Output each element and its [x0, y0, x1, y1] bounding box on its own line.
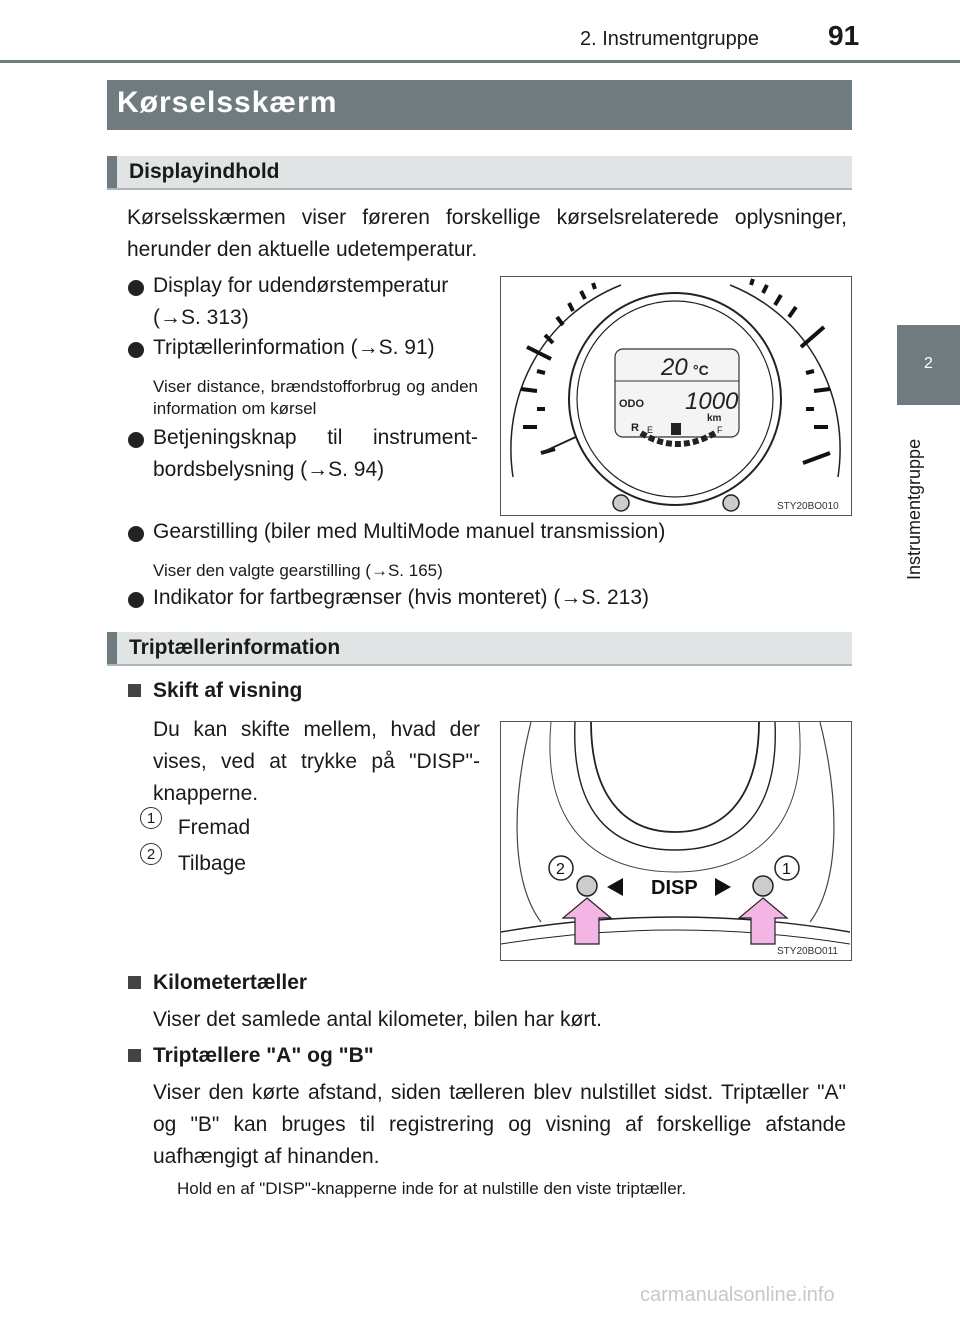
callout-2-number: 2 [556, 861, 565, 878]
instrument-cluster-illustration [501, 277, 850, 514]
topic-trip-meters: Triptællere "A" og "B" [153, 1044, 374, 1067]
chapter-side-label [904, 430, 924, 580]
topic-switch-display-text: Du kan skifte mellem, hvad der vises, ved at trykke på "DISP"-knapperne. [153, 718, 480, 805]
press-arrow-left-icon [563, 898, 611, 944]
topic-trip-meters-note: Hold en af "DISP"-knapperne inde for at nulstille den viste triptæller. [177, 1179, 687, 1198]
arrow-left-icon [607, 878, 623, 896]
topic-odometer: Kilometertæller [153, 971, 308, 994]
number-1-icon: 1 [140, 807, 162, 829]
lcd-temperature-unit: °C [693, 362, 709, 378]
square-bullet-icon [128, 1049, 141, 1062]
knob-right-icon [723, 495, 739, 511]
lcd-gear: R [631, 422, 639, 434]
bullet-icon [128, 280, 144, 296]
arrow-right-icon [715, 878, 731, 896]
topic-trip-meters-text: Viser den kørte afstand, siden tælleren blev nulstillet sidst. Triptæller "A" og "B" kan bruges til registrering og visning af forskellige afstande uafhængigt af hinanden. [153, 1081, 846, 1168]
item-gear-position: Gearstilling (biler med MultiMode manuel transmission) [153, 520, 666, 543]
fuel-e-label: E [647, 425, 654, 435]
chapter-tab [897, 325, 960, 405]
item-text: Display for udendørstemperatur [153, 274, 449, 297]
item-trip-info: Triptællerinformation (→S. 91) [153, 336, 435, 359]
bullet-icon [128, 432, 144, 448]
running-header-chapter: 2. Instrumentgruppe [580, 28, 759, 50]
watermark: carmanualsonline.info [640, 1284, 835, 1306]
lcd-odo-value: 1000 [685, 388, 739, 415]
item-speed-limiter: Indikator for fartbegrænser (hvis monteret) (→S. 213) [153, 586, 650, 609]
knob-left-icon [613, 495, 629, 511]
chapter-tab-number: 2 [924, 355, 933, 372]
subsection-heading-text: Triptællerinformation [129, 636, 341, 659]
number-2-icon: 2 [140, 843, 162, 865]
item-text-ref: bordsbelysning (→S. 94) [153, 458, 385, 481]
page-number: 91 [828, 20, 860, 51]
figure-disp-buttons [500, 721, 852, 961]
item-text-ref: (→S. 313) [153, 306, 249, 329]
item-brightness-knob [153, 422, 478, 486]
press-arrow-right-icon [739, 898, 787, 944]
item-gear-position-note: Viser den valgte gearstilling (→S. 165) [153, 561, 443, 580]
subsection-heading-tripinfo [107, 632, 852, 666]
subsection-heading-text: Displayindhold [129, 160, 280, 183]
fuel-pump-icon [671, 423, 681, 435]
lcd-odo-label: ODO [619, 398, 645, 410]
square-bullet-icon [128, 976, 141, 989]
disp-label: DISP [651, 877, 698, 899]
option-forward [140, 812, 250, 844]
option-text: Fremad [177, 816, 251, 839]
disp-buttons-illustration [501, 722, 850, 959]
topic-switch-display: Skift af visning [153, 679, 303, 702]
bullet-icon [128, 342, 144, 358]
bullet-icon [128, 526, 144, 542]
chapter-side-label-text: Instrumentgruppe [904, 438, 924, 580]
header-rule [0, 60, 960, 63]
item-outside-temp [153, 270, 483, 334]
square-bullet-icon [128, 684, 141, 697]
topic-odometer-text: Viser det samlede antal kilometer, bilen har kørt. [153, 1008, 602, 1031]
option-text: Tilbage [177, 852, 246, 875]
callout-1-number: 1 [782, 861, 791, 878]
disp-button-left-icon [577, 876, 597, 896]
bullet-icon [128, 592, 144, 608]
lcd-odo-unit: km [707, 413, 722, 424]
lcd-temperature: 20 [661, 354, 688, 381]
subsection-heading-displayindhold [107, 156, 852, 190]
figure-instrument-cluster [500, 276, 852, 516]
item-text: Betjeningsknap til instrument- [153, 426, 478, 449]
disp-button-right-icon [753, 876, 773, 896]
figure-code: STY20BO010 [777, 501, 839, 512]
figure-code: STY20BO011 [777, 946, 838, 957]
fuel-f-label: F [717, 425, 723, 435]
item-trip-info-note: Viser distance, brændstofforbrug og anden information om kørsel [153, 377, 478, 418]
page-title: Kørselsskærm [107, 80, 852, 130]
intro-paragraph: Kørselsskærmen viser føreren forskellige kørselsrelaterede oplysninger, herunder den aktuelle udetemperatur. [127, 206, 847, 261]
option-back [140, 848, 246, 880]
